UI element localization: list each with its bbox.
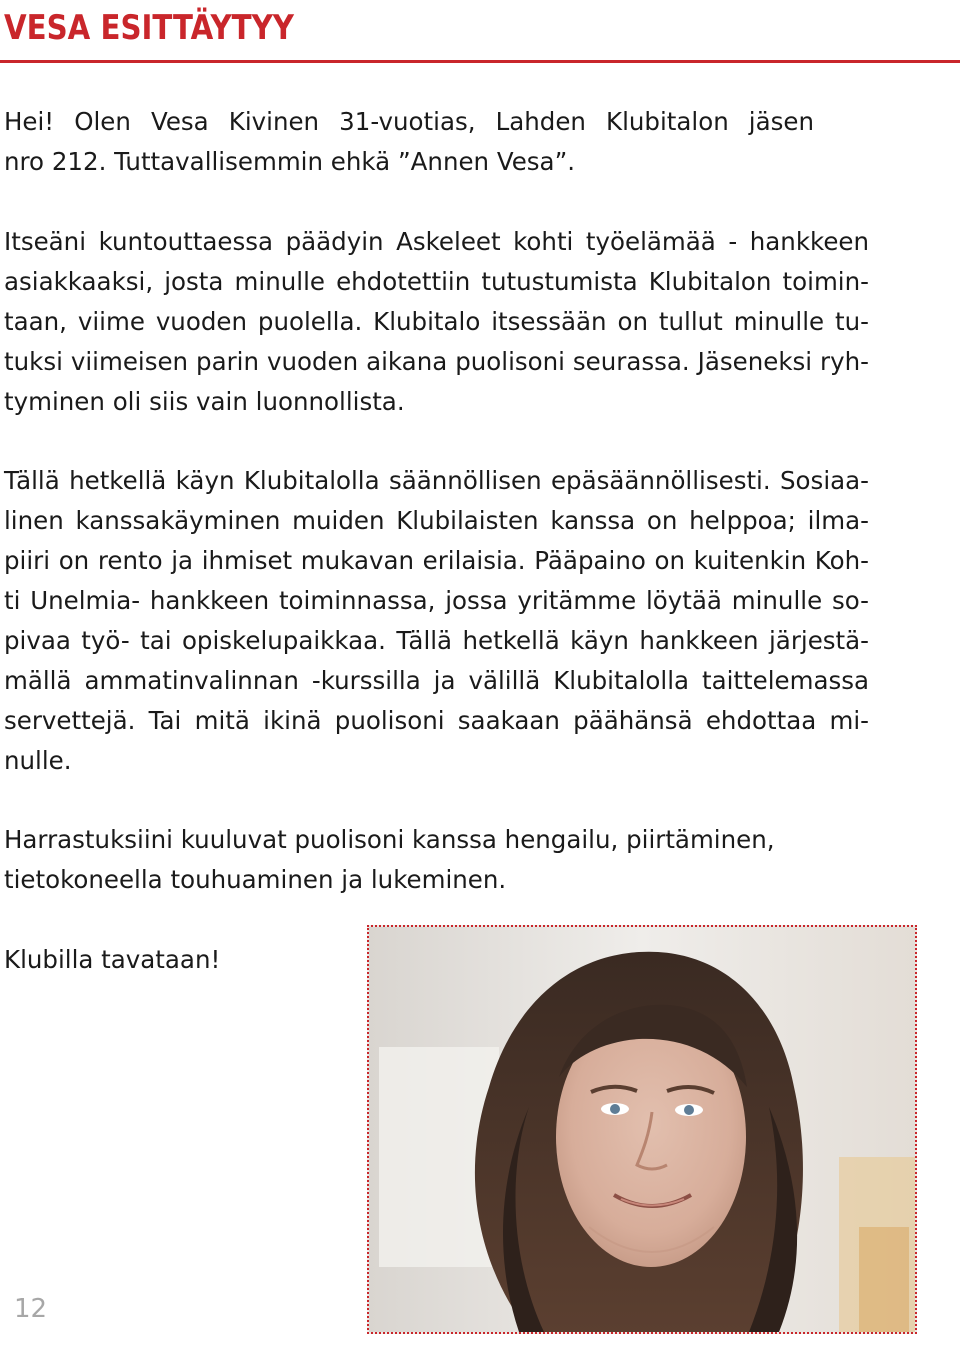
text-line: taan, viime vuoden puolella. Klubitalo itsessään on tullut minulle tu-	[4, 307, 869, 336]
title-underline	[0, 60, 960, 63]
text-line: piiri on rento ja ihmiset mukavan erilaisia. Pääpaino on kuitenkin Koh-	[4, 546, 869, 575]
portrait-photo-frame	[367, 925, 917, 1334]
text-line: nulle.	[4, 746, 72, 775]
text-line: tyminen oli siis vain luonnollista.	[4, 387, 405, 416]
text-line: tuksi viimeisen parin vuoden aikana puolisoni seurassa. Jäseneksi ryh-	[4, 347, 869, 376]
text-line: tietokoneella touhuaminen ja lukeminen.	[4, 865, 507, 894]
text-line: ti Unelmia- hankkeen toiminnassa, jossa yritämme löytää minulle so-	[4, 586, 869, 615]
paragraph-current-activities	[4, 461, 869, 781]
paragraph-hobbies	[4, 820, 804, 900]
paragraph-closing	[4, 940, 404, 980]
text-line: nro 212. Tuttavallisemmin ehkä ”Annen Vesa”.	[4, 147, 576, 176]
text-line: pivaa työ- tai opiskelupaikkaa. Tällä hetkellä käyn hankkeen järjestä-	[4, 626, 869, 655]
closing-greeting: Klubilla tavataan!	[4, 945, 221, 974]
text-line: Itseäni kuntouttaessa päädyin Askeleet kohti työelämää - hankkeen	[4, 227, 869, 256]
paragraph-intro	[4, 102, 814, 182]
paragraph-background	[4, 222, 869, 422]
text-line: mällä ammatinvalinnan -kurssilla ja välillä Klubitalolla taittelemassa	[4, 666, 869, 695]
text-line: servettejä. Tai mitä ikinä puolisoni saakaan päähänsä ehdottaa mi-	[4, 706, 869, 735]
text-line: asiakkaaksi, josta minulle ehdotettiin tutustumista Klubitalon toimin-	[4, 267, 869, 296]
text-line: linen kanssakäyminen muiden Klubilaisten kanssa on helppoa; ilma-	[4, 506, 869, 535]
text-line: Tällä hetkellä käyn Klubitalolla säännöllisen epäsäännöllisesti. Sosiaa-	[4, 466, 869, 495]
text-line: Hei! Olen Vesa Kivinen 31-vuotias, Lahden Klubitalon jäsen	[4, 107, 814, 136]
page-title: VESA ESITTÄYTYY	[4, 8, 294, 48]
text-line: Harrastuksiini kuuluvat puolisoni kanssa hengailu, piirtäminen,	[4, 825, 775, 854]
page-number: 12	[14, 1294, 48, 1324]
portrait-photo	[369, 927, 915, 1332]
